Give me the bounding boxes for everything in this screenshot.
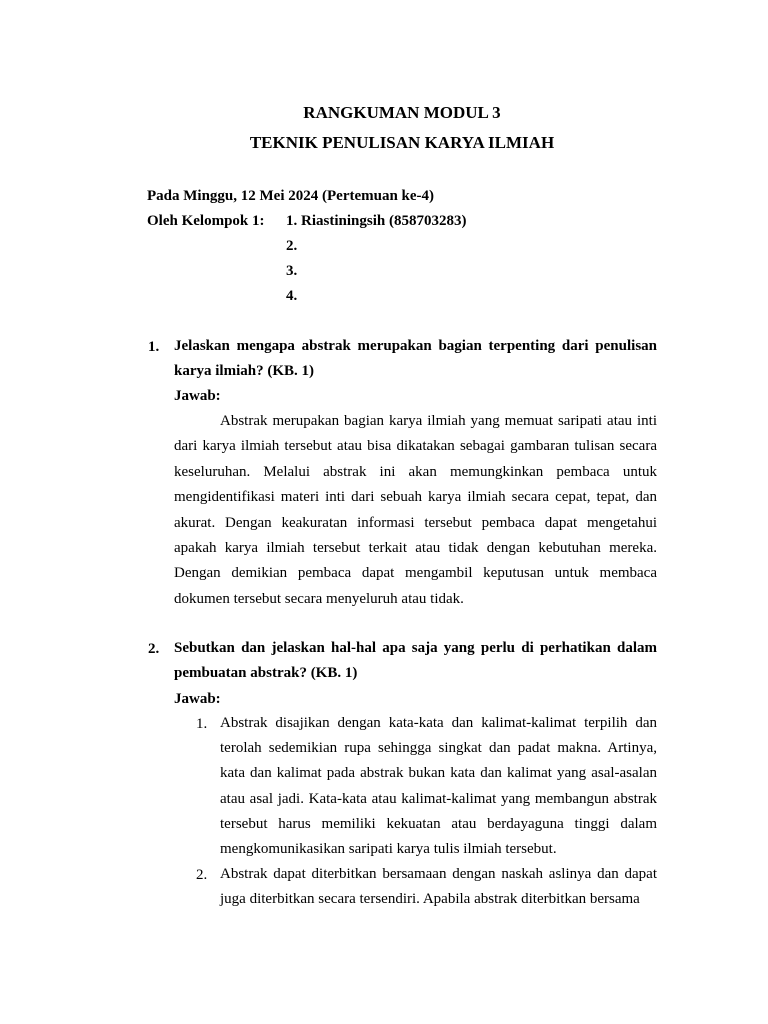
answer-point-1-text: Abstrak disajikan dengan kata-kata dan kalimat-kalimat terpilih dan terolah sedemikian rupa sehingga singkat dan padat makna. Artinya, kata dan kalimat pada abstrak bukan kata dan kalimat yang asal-asalan atau asal jadi. Kata-kata atau kalimat-kalimat yang membangun abstrak tersebut harus memiliki kekuatan atau berdayaguna tinggi dalam mengkomunikasikan saripati karya tulis ilmiah tersebut. xyxy=(220,715,657,858)
member-3: 3. xyxy=(286,263,298,279)
meeting-info: Pada Minggu, 12 Mei 2024 (Pertemuan ke-4) xyxy=(147,188,435,204)
member-4: 4. xyxy=(286,288,298,304)
answer-point-2-number: 2. xyxy=(196,867,208,883)
question-2-text: Sebutkan dan jelaskan hal-hal apa saja yang perlu di perhatikan dalam pembuatan abstrak? (KB. 1) xyxy=(174,640,657,681)
question-2-number: 2. xyxy=(148,641,160,657)
document-title: RANGKUMAN MODUL 3 xyxy=(303,103,501,122)
question-2-answer-label: Jawab: xyxy=(174,691,221,707)
question-1-answer: Abstrak merupakan bagian karya ilmiah yang memuat saripati atau inti dari karya ilmiah tersebut atau bisa dikatakan sebagai gambaran tulisan secara keseluruhan. Melalui abstrak ini akan memungkinkan pembaca untuk mengidentifikasi materi inti dari sebuah karya ilmiah secara cepat, tepat, dan akurat. Dengan keakuratan informasi tersebut pembaca dapat mengetahui apakah karya ilmiah tersebut terkait atau tidak dengan kebutuhan mereka. Dengan demikian pembaca dapat mengambil keputusan untuk membaca dokumen tersebut secara menyeluruh atau tidak. xyxy=(174,413,657,607)
group-label: Oleh Kelompok 1: xyxy=(147,213,265,229)
question-1-text: Jelaskan mengapa abstrak merupakan bagian terpenting dari penulisan karya ilmiah? (KB. 1) xyxy=(174,338,657,379)
answer-point-2-text: Abstrak dapat diterbitkan bersamaan dengan naskah aslinya dan dapat juga diterbitkan secara tersendiri. Apabila abstrak diterbitkan bersama xyxy=(220,866,657,908)
member-2: 2. xyxy=(286,238,298,254)
question-1-number: 1. xyxy=(148,339,160,355)
member-1: 1. Riastiningsih (858703283) xyxy=(286,213,467,229)
answer-point-1-number: 1. xyxy=(196,716,208,732)
question-1-answer-label: Jawab: xyxy=(174,388,221,404)
document-subtitle: TEKNIK PENULISAN KARYA ILMIAH xyxy=(249,133,555,152)
